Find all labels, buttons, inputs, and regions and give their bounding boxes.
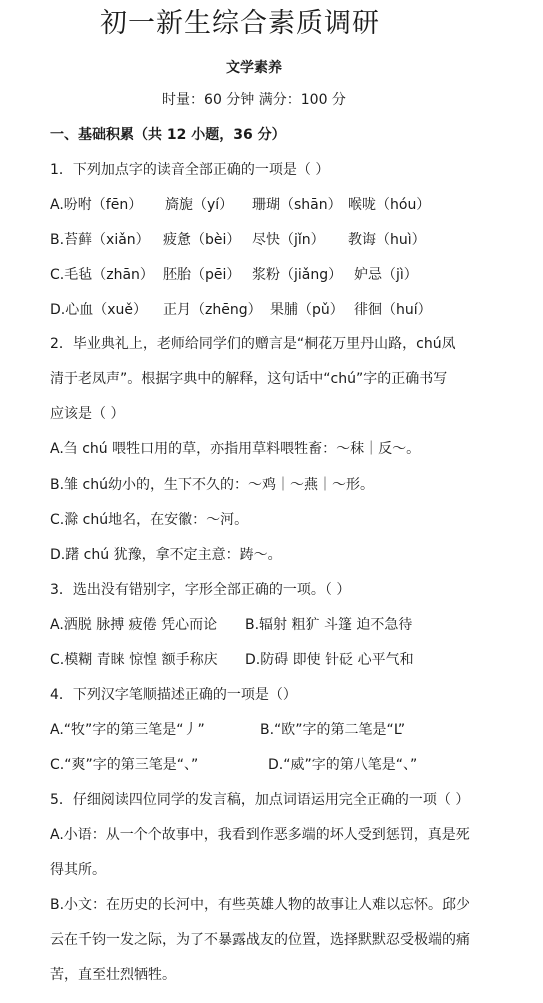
q2-option-c: C.滁 chú地名，在安徽：～河。 xyxy=(50,512,249,528)
q1-option-item: 妒忌（jì） xyxy=(354,267,418,283)
exam-subtitle: 文学素养 xyxy=(226,60,282,76)
q2-option-a: A.刍 chú 喂牲口用的草，亦指用草料喂牲畜：～秣｜反～。 xyxy=(50,441,421,457)
q2-option-d: D.躇 chú 犹豫，拿不定主意：踌～。 xyxy=(50,547,282,563)
q1-stem: 1．下列加点字的读音全部正确的一项是（ ） xyxy=(50,162,330,178)
q4-option-a: A.“牧”字的第三笔是“丿” xyxy=(50,722,205,738)
q1-option-row xyxy=(0,229,543,251)
q1-option-item: C.毛毡（zhān） xyxy=(50,267,154,283)
q1-option-row xyxy=(0,299,543,321)
q1-option-item: 旖旎（yí） xyxy=(165,197,234,213)
exam-time-score: 时量：60 分钟 满分：100 分 xyxy=(162,92,346,108)
section-heading: 一、基础积累（共 12 小题，36 分） xyxy=(50,127,286,143)
q4-option-d: D.“威”字的第八笔是“、” xyxy=(268,757,418,773)
q4-option-b: B.“欧”字的第二笔是“L” xyxy=(260,722,406,738)
q5-option-line: B.小文：在历史的长河中，有些英雄人物的故事让人难以忘怀。邱少 xyxy=(50,897,471,913)
q1-option-item: B.苔藓（xiǎn） xyxy=(50,232,150,248)
q3-stem: 3．选出没有错别字，字形全部正确的一项。（ ） xyxy=(50,582,351,598)
q5-option-line: A.小语：从一个个故事中，我看到作恶多端的坏人受到惩罚，真是死 xyxy=(50,827,470,843)
q2-stem-line: 清于老凤声”。根据字典中的解释，这句话中“chú”字的正确书写 xyxy=(50,371,448,387)
q1-option-row xyxy=(0,264,543,286)
q1-option-item: 珊瑚（shān） xyxy=(252,197,342,213)
q3-option-a: A.洒脱 脉搏 疲倦 凭心而论 xyxy=(50,617,218,633)
q3-option-d: D.防碍 即使 针砭 心平气和 xyxy=(245,652,414,668)
q4-stem: 4．下列汉字笔顺描述正确的一项是（） xyxy=(50,687,297,703)
q2-stem-line: 应该是（ ） xyxy=(50,406,125,422)
q1-option-item: D.心血（xuě） xyxy=(50,302,148,318)
q1-option-item: 正月（zhēng） xyxy=(163,302,262,318)
q5-option-line: 云在千钧一发之际，为了不暴露战友的位置，选择默默忍受极端的痛 xyxy=(50,932,470,948)
q1-option-item: 徘徊（huí） xyxy=(354,302,432,318)
q2-stem-line: 2．毕业典礼上，老师给同学们的赠言是“桐花万里丹山路，chú凤 xyxy=(50,336,456,352)
q1-option-item: A.吩咐（fēn） xyxy=(50,197,143,213)
q1-option-item: 浆粉（jiǎng） xyxy=(252,267,343,283)
q1-option-item: 教诲（huì） xyxy=(348,232,426,248)
q4-option-c: C.“爽”字的第三笔是“、” xyxy=(50,757,199,773)
exam-title: 初一新生综合素质调研 xyxy=(100,8,380,39)
q3-option-c: C.模糊 青睐 惊惶 额手称庆 xyxy=(50,652,218,668)
q1-option-row xyxy=(0,194,543,216)
q5-option-line: 苦，直至壮烈牺牲。 xyxy=(50,967,176,983)
q3-option-b: B.辐射 粗犷 斗篷 迫不急待 xyxy=(245,617,413,633)
q1-option-item: 喉咙（hóu） xyxy=(348,197,431,213)
q5-stem: 5．仔细阅读四位同学的发言稿，加点词语运用完全正确的一项（ ） xyxy=(50,792,470,808)
q1-option-item: 尽快（jǐn） xyxy=(252,232,325,248)
q1-option-item: 果脯（pǔ） xyxy=(270,302,344,318)
q2-option-b: B.雏 chú幼小的，生下不久的：～鸡｜～燕｜～形。 xyxy=(50,477,374,493)
q5-option-line: 得其所。 xyxy=(50,862,106,878)
q1-option-item: 胚胎（pēi） xyxy=(163,267,241,283)
q1-option-item: 疲惫（bèi） xyxy=(163,232,241,248)
